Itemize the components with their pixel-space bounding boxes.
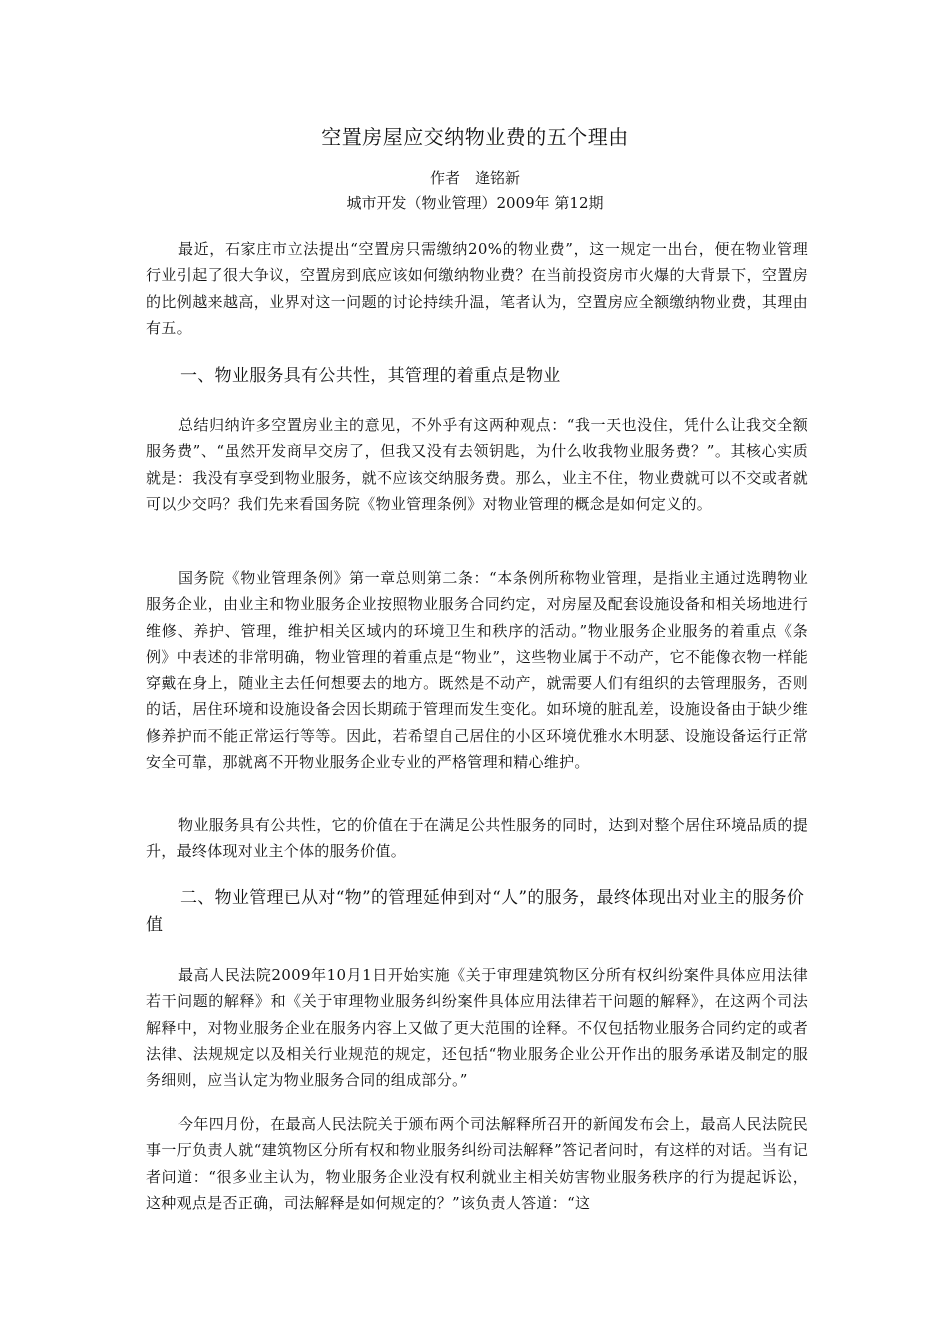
article-title: 空置房屋应交纳物业费的五个理由 [321,125,629,149]
source-line: 城市开发（物业管理）2009年 第12期 [346,194,604,212]
section-2-paragraph-1: 最高人民法院2009年10月1日开始实施《关于审理建筑物区分所有权纠纷案件具体应用法律若干问题的解释》和《关于审理物业服务纠纷案件具体应用法律若干问题的解释》，在这两个司法解释中，对物业服务企业在服务内容上又做了更大范围的诠释。不仅包括物业服务合同约定的或者法律、法规规定以及相关行业规范的规定，还包括“物业服务企业公开作出的服务承诺及制定的服务细则，应当认定为物业服务合同的组成部分。” [146,966,808,1090]
intro-paragraph: 最近，石家庄市立法提出“空置房只需缴纳20%的物业费”，这一规定一出台，便在物业管理行业引起了很大争议，空置房到底应该如何缴纳物业费？在当前投资房市火爆的大背景下，空置房的比例越来越高，业界对这一问题的讨论持续升温，笔者认为，空置房应全额缴纳物业费，其理由有五。 [146,240,808,337]
section-2-heading: 二、物业管理已从对“物”的管理延伸到对“人”的服务，最终体现出对业主的服务价值 [146,888,805,935]
section-2-paragraph-2: 今年四月份，在最高人民法院关于颁布两个司法解释所召开的新闻发布会上，最高人民法院民事一厅负责人就“建筑物区分所有权和物业服务纠纷司法解释”答记者问时，有这样的对话。当有记者问道：“很多业主认为，物业服务企业没有权利就业主相关妨害物业服务秩序的行为提起诉讼，这种观点是否正确，司法解释是如何规定的？”该负责人答道：“这 [146,1115,808,1212]
author-line: 作者 逄铭新 [429,169,520,187]
section-1-heading: 一、物业服务具有公共性，其管理的着重点是物业 [180,366,561,386]
section-1-paragraph-1: 总结归纳许多空置房业主的意见，不外乎有这两种观点：“我一天也没住，凭什么让我交全额服务费”、“虽然开发商早交房了，但我又没有去领钥匙，为什么收我物业服务费？”。其核心实质就是：我没有享受到物业服务，就不应该交纳服务费。那么，业主不住，物业费就可以不交或者就可以少交吗？我们先来看国务院《物业管理条例》对物业管理的概念是如何定义的。 [146,416,808,513]
section-1-paragraph-2: 国务院《物业管理条例》第一章总则第二条：“本条例所称物业管理，是指业主通过选聘物业服务企业，由业主和物业服务企业按照物业服务合同约定，对房屋及配套设施设备和相关场地进行维修、养护、管理，维护相关区域内的环境卫生和秩序的活动。”物业服务企业服务的着重点《条例》中表述的非常明确，物业管理的着重点是“物业”，这些物业属于不动产，它不能像衣物一样能穿戴在身上，随业主去任何想要去的地方。既然是不动产，就需要人们有组织的去管理服务，否则的话，居住环境和设施设备会因长期疏于管理而发生变化。如环境的脏乱差，设施设备由于缺少维修养护而不能正常运行等等。因此，若希望自己居住的小区环境优雅水木明瑟、设施设备运行正常安全可靠，那就离不开物业服务企业专业的严格管理和精心维护。 [146,569,808,772]
section-1-paragraph-3: 物业服务具有公共性，它的价值在于在满足公共性服务的同时，达到对整个居住环境品质的提升，最终体现对业主个体的服务价值。 [146,816,808,861]
